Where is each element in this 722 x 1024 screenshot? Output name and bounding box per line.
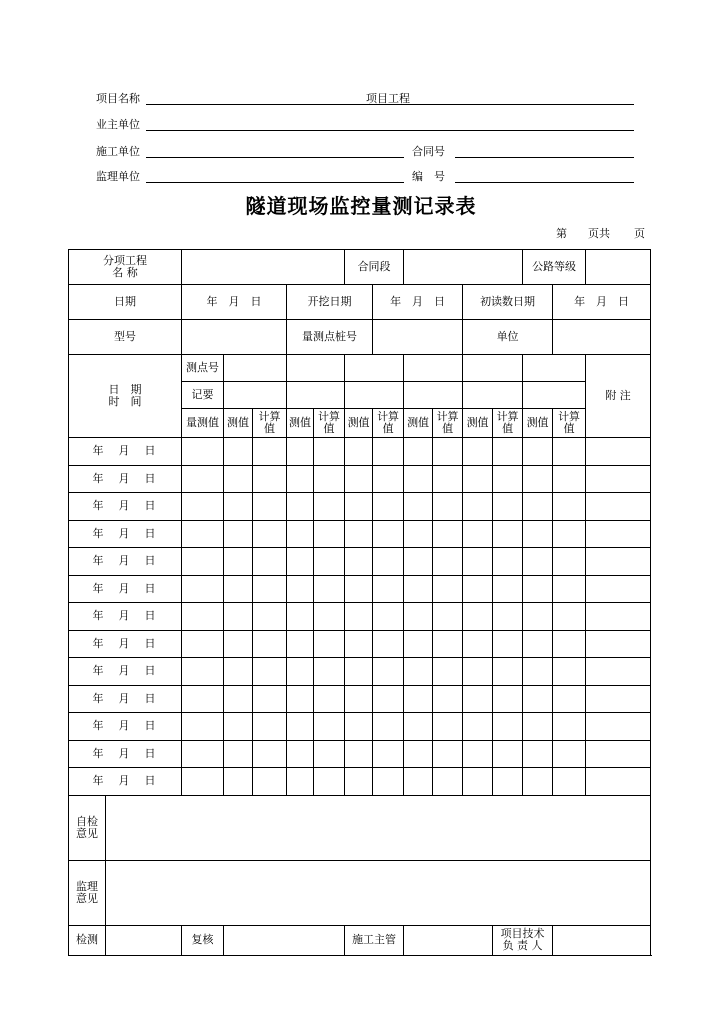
row-cell[interactable]	[553, 493, 586, 521]
row-date[interactable]: 年 月 日	[69, 548, 182, 576]
row-cell[interactable]	[433, 575, 463, 603]
row-cell[interactable]	[224, 520, 253, 548]
row-date[interactable]: 年 月 日	[69, 740, 182, 768]
station-value[interactable]	[373, 320, 463, 355]
row-cell[interactable]	[345, 685, 373, 713]
row-cell[interactable]	[314, 520, 345, 548]
row-cell[interactable]	[463, 630, 493, 658]
row-cell[interactable]	[523, 658, 553, 686]
row-cell[interactable]	[493, 493, 523, 521]
contract-no-label: 合同号	[412, 145, 445, 158]
row-cell[interactable]	[345, 520, 373, 548]
row-cell[interactable]	[224, 630, 253, 658]
row-cell[interactable]	[463, 768, 493, 796]
row-cell[interactable]	[345, 438, 373, 466]
table-row	[69, 465, 651, 493]
row-cell[interactable]	[373, 603, 404, 631]
project-name-value: 项目工程	[366, 92, 410, 105]
row-cell[interactable]	[253, 603, 287, 631]
point-no-2[interactable]	[287, 355, 345, 382]
serial-no-underline	[455, 182, 634, 183]
row-cell[interactable]	[345, 658, 373, 686]
date-label: 日期	[69, 285, 182, 320]
row-cell[interactable]	[553, 575, 586, 603]
row-cell[interactable]	[493, 768, 523, 796]
row-cell[interactable]	[345, 548, 373, 576]
row-cell[interactable]	[224, 493, 253, 521]
row-cell[interactable]	[182, 575, 224, 603]
self-check-label: 自检 意见	[69, 795, 106, 860]
col-measured-1: 量测值	[182, 409, 224, 438]
row-cell[interactable]	[253, 520, 287, 548]
sub-project-label: 分项工程 名 称	[69, 250, 182, 285]
row-cell[interactable]	[493, 520, 523, 548]
note-2[interactable]	[287, 382, 345, 409]
row-cell[interactable]	[523, 438, 553, 466]
row-cell[interactable]	[523, 630, 553, 658]
project-name-label: 项目名称	[96, 92, 140, 105]
row-cell[interactable]	[493, 603, 523, 631]
row-date[interactable]: 年 月 日	[69, 713, 182, 741]
row-cell[interactable]	[493, 438, 523, 466]
row-cell[interactable]	[404, 493, 433, 521]
table-row	[69, 685, 651, 713]
row-cell[interactable]	[433, 713, 463, 741]
row-cell[interactable]	[287, 685, 314, 713]
inspection-value[interactable]	[106, 925, 182, 955]
col-calc-1: 计算 值	[253, 409, 287, 438]
row-cell[interactable]	[433, 603, 463, 631]
row-cell[interactable]	[523, 575, 553, 603]
row-cell[interactable]	[433, 685, 463, 713]
row-cell[interactable]	[253, 740, 287, 768]
row-cell[interactable]	[314, 658, 345, 686]
supervision-label: 监理 意见	[69, 860, 106, 925]
row-cell[interactable]	[523, 740, 553, 768]
station-label: 量测点桩号	[287, 320, 373, 355]
row-cell[interactable]	[433, 548, 463, 576]
row-cell[interactable]	[493, 630, 523, 658]
row-cell[interactable]	[373, 465, 404, 493]
note-1[interactable]	[224, 382, 287, 409]
note-4[interactable]	[404, 382, 463, 409]
row-cell[interactable]	[553, 630, 586, 658]
road-grade-value[interactable]	[586, 250, 651, 285]
row-cell[interactable]	[373, 520, 404, 548]
row-cell[interactable]	[314, 465, 345, 493]
row-date[interactable]: 年 月 日	[69, 685, 182, 713]
row-cell[interactable]	[553, 465, 586, 493]
row-cell[interactable]	[287, 520, 314, 548]
review-value[interactable]	[224, 925, 345, 955]
row-date[interactable]: 年 月 日	[69, 520, 182, 548]
row-cell[interactable]	[553, 713, 586, 741]
row-cell[interactable]	[224, 465, 253, 493]
row-cell[interactable]	[224, 438, 253, 466]
tech-head-label: 项目技术 负 责 人	[493, 925, 553, 955]
table-row	[69, 438, 651, 466]
row-cell[interactable]	[433, 465, 463, 493]
row-cell[interactable]	[373, 630, 404, 658]
row-cell[interactable]	[373, 685, 404, 713]
row-cell[interactable]	[373, 548, 404, 576]
row-cell[interactable]	[287, 493, 314, 521]
row-cell[interactable]	[586, 630, 651, 658]
col-measured-2: 测值	[224, 409, 253, 438]
col-calc-6: 计算 值	[553, 409, 586, 438]
row-cell[interactable]	[287, 438, 314, 466]
table-row	[69, 713, 651, 741]
row-cell[interactable]	[404, 520, 433, 548]
row-cell[interactable]	[493, 740, 523, 768]
table-row	[69, 658, 651, 686]
row-cell[interactable]	[523, 493, 553, 521]
row-cell[interactable]	[182, 520, 224, 548]
row-cell[interactable]	[253, 658, 287, 686]
row-cell[interactable]	[253, 493, 287, 521]
point-no-1[interactable]	[224, 355, 287, 382]
row-cell[interactable]	[463, 740, 493, 768]
row-cell[interactable]	[224, 603, 253, 631]
col-measured-3: 测值	[287, 409, 314, 438]
contract-no-underline	[455, 157, 634, 158]
row-cell[interactable]	[253, 575, 287, 603]
road-grade-label: 公路等级	[523, 250, 586, 285]
row-cell[interactable]	[345, 740, 373, 768]
row-cell[interactable]	[463, 685, 493, 713]
row-cell[interactable]	[182, 465, 224, 493]
row-cell[interactable]	[373, 575, 404, 603]
row-cell[interactable]	[287, 713, 314, 741]
row-cell[interactable]	[287, 575, 314, 603]
row-cell[interactable]	[404, 740, 433, 768]
row-cell[interactable]	[433, 438, 463, 466]
row-cell[interactable]	[314, 548, 345, 576]
row-cell[interactable]	[404, 438, 433, 466]
row-cell[interactable]	[253, 548, 287, 576]
row-cell[interactable]	[224, 713, 253, 741]
row-cell[interactable]	[433, 520, 463, 548]
row-cell[interactable]	[404, 658, 433, 686]
row-cell[interactable]	[373, 438, 404, 466]
row-cell[interactable]	[345, 575, 373, 603]
row-cell[interactable]	[253, 768, 287, 796]
row-cell[interactable]	[433, 630, 463, 658]
row-cell[interactable]	[463, 575, 493, 603]
table-row	[69, 768, 651, 796]
table-row	[69, 603, 651, 631]
review-label: 复核	[182, 925, 224, 955]
row-cell[interactable]	[523, 713, 553, 741]
initial-reading-date-label: 初读数日期	[463, 285, 553, 320]
row-cell[interactable]	[433, 768, 463, 796]
excavation-date-label: 开挖日期	[287, 285, 373, 320]
row-cell[interactable]	[433, 658, 463, 686]
unit-label: 单位	[463, 320, 553, 355]
row-cell[interactable]	[224, 740, 253, 768]
row-cell[interactable]	[493, 548, 523, 576]
row-cell[interactable]	[553, 438, 586, 466]
row-cell[interactable]	[373, 658, 404, 686]
serial-no-label: 编 号	[412, 170, 445, 183]
page-no-yegong: 页共	[588, 227, 610, 240]
row-cell[interactable]	[586, 603, 651, 631]
row-cell[interactable]	[224, 658, 253, 686]
model-label: 型号	[69, 320, 182, 355]
point-no-label: 测点号	[182, 355, 224, 382]
note-5[interactable]	[463, 382, 523, 409]
row-date[interactable]: 年 月 日	[69, 465, 182, 493]
row-cell[interactable]	[463, 520, 493, 548]
row-date[interactable]: 年 月 日	[69, 630, 182, 658]
row-cell[interactable]	[182, 685, 224, 713]
row-cell[interactable]	[345, 713, 373, 741]
row-date[interactable]: 年 月 日	[69, 603, 182, 631]
row-cell[interactable]	[493, 575, 523, 603]
row-cell[interactable]	[463, 493, 493, 521]
row-cell[interactable]	[463, 465, 493, 493]
row-cell[interactable]	[314, 630, 345, 658]
row-cell[interactable]	[433, 740, 463, 768]
col-calc-5: 计算 值	[493, 409, 523, 438]
row-cell[interactable]	[314, 713, 345, 741]
row-cell[interactable]	[493, 685, 523, 713]
note-6[interactable]	[523, 382, 586, 409]
row-cell[interactable]	[314, 603, 345, 631]
record-table	[68, 249, 651, 956]
row-cell[interactable]	[523, 465, 553, 493]
row-cell[interactable]	[345, 493, 373, 521]
row-cell[interactable]	[345, 768, 373, 796]
row-cell[interactable]	[586, 548, 651, 576]
row-cell[interactable]	[586, 493, 651, 521]
row-cell[interactable]	[253, 630, 287, 658]
row-cell[interactable]	[463, 548, 493, 576]
row-date[interactable]: 年 月 日	[69, 493, 182, 521]
row-cell[interactable]	[182, 658, 224, 686]
note-label: 记要	[182, 382, 224, 409]
col-measured-4: 测值	[345, 409, 373, 438]
row-cell[interactable]	[287, 768, 314, 796]
row-date[interactable]: 年 月 日	[69, 575, 182, 603]
row-cell[interactable]	[224, 548, 253, 576]
owner-underline	[146, 130, 634, 131]
row-cell[interactable]	[314, 740, 345, 768]
contractor-label: 施工单位	[96, 145, 140, 158]
row-date[interactable]: 年 月 日	[69, 658, 182, 686]
initial-reading-date-value[interactable]: 年 月 日	[553, 285, 651, 320]
row-cell[interactable]	[224, 685, 253, 713]
excavation-date-value[interactable]: 年 月 日	[373, 285, 463, 320]
tech-head-value[interactable]	[553, 925, 651, 955]
self-check-value[interactable]	[106, 795, 651, 860]
row-cell[interactable]	[253, 713, 287, 741]
row-cell[interactable]	[586, 740, 651, 768]
row-cell[interactable]	[404, 603, 433, 631]
col-calc-2: 计算 值	[314, 409, 345, 438]
date-value[interactable]: 年 月 日	[182, 285, 287, 320]
datetime-label: 日 期 时 间	[69, 355, 182, 438]
row-cell[interactable]	[463, 713, 493, 741]
row-cell[interactable]	[586, 575, 651, 603]
model-value[interactable]	[182, 320, 287, 355]
row-cell[interactable]	[586, 465, 651, 493]
row-cell[interactable]	[463, 658, 493, 686]
page-no-di: 第	[556, 227, 567, 240]
row-cell[interactable]	[404, 548, 433, 576]
row-cell[interactable]	[404, 768, 433, 796]
inspection-label: 检测	[69, 925, 106, 955]
row-cell[interactable]	[253, 465, 287, 493]
row-cell[interactable]	[493, 713, 523, 741]
row-cell[interactable]	[182, 713, 224, 741]
supervisor-underline	[146, 182, 404, 183]
row-cell[interactable]	[182, 740, 224, 768]
row-cell[interactable]	[224, 575, 253, 603]
row-cell[interactable]	[404, 713, 433, 741]
construction-chief-value[interactable]	[404, 925, 493, 955]
row-cell[interactable]	[314, 685, 345, 713]
row-cell[interactable]	[404, 575, 433, 603]
construction-chief-label: 施工主管	[345, 925, 404, 955]
row-cell[interactable]	[224, 768, 253, 796]
col-calc-4: 计算 值	[433, 409, 463, 438]
col-measured-6: 测值	[463, 409, 493, 438]
row-cell[interactable]	[345, 630, 373, 658]
page-no-ye: 页	[634, 227, 645, 240]
table-row	[69, 575, 651, 603]
row-cell[interactable]	[253, 438, 287, 466]
row-date[interactable]: 年 月 日	[69, 768, 182, 796]
row-cell[interactable]	[314, 493, 345, 521]
remark-label: 附 注	[586, 355, 651, 438]
contract-section-label: 合同段	[345, 250, 404, 285]
row-cell[interactable]	[253, 685, 287, 713]
row-cell[interactable]	[523, 520, 553, 548]
table-row	[69, 740, 651, 768]
row-date[interactable]: 年 月 日	[69, 438, 182, 466]
row-cell[interactable]	[287, 658, 314, 686]
contractor-underline	[146, 157, 404, 158]
row-cell[interactable]	[373, 768, 404, 796]
sub-project-value[interactable]	[182, 250, 345, 285]
row-cell[interactable]	[586, 713, 651, 741]
supervisor-label: 监理单位	[96, 170, 140, 183]
row-cell[interactable]	[314, 768, 345, 796]
page-title: 隧道现场监控量测记录表	[245, 194, 477, 218]
row-cell[interactable]	[493, 465, 523, 493]
row-cell[interactable]	[586, 520, 651, 548]
note-3[interactable]	[345, 382, 404, 409]
point-no-4[interactable]	[404, 355, 463, 382]
owner-label: 业主单位	[96, 118, 140, 131]
row-cell[interactable]	[553, 768, 586, 796]
row-cell[interactable]	[287, 465, 314, 493]
col-measured-5: 测值	[404, 409, 433, 438]
row-cell[interactable]	[345, 465, 373, 493]
table-row	[69, 548, 651, 576]
row-cell[interactable]	[523, 685, 553, 713]
row-cell[interactable]	[373, 740, 404, 768]
table-row	[69, 520, 651, 548]
row-cell[interactable]	[523, 603, 553, 631]
row-cell[interactable]	[373, 493, 404, 521]
row-cell[interactable]	[314, 438, 345, 466]
row-cell[interactable]	[182, 603, 224, 631]
row-cell[interactable]	[553, 603, 586, 631]
row-cell[interactable]	[345, 603, 373, 631]
row-cell[interactable]	[287, 740, 314, 768]
row-cell[interactable]	[433, 493, 463, 521]
row-cell[interactable]	[182, 493, 224, 521]
row-cell[interactable]	[493, 658, 523, 686]
contract-section-value[interactable]	[404, 250, 523, 285]
row-cell[interactable]	[314, 575, 345, 603]
table-row	[69, 493, 651, 521]
row-cell[interactable]	[182, 630, 224, 658]
row-cell[interactable]	[182, 548, 224, 576]
row-cell[interactable]	[586, 438, 651, 466]
row-cell[interactable]	[287, 548, 314, 576]
supervision-value[interactable]	[106, 860, 651, 925]
row-cell[interactable]	[586, 768, 651, 796]
col-measured-7: 测值	[523, 409, 553, 438]
row-cell[interactable]	[287, 630, 314, 658]
row-cell[interactable]	[463, 603, 493, 631]
row-cell[interactable]	[463, 438, 493, 466]
row-cell[interactable]	[553, 658, 586, 686]
row-cell[interactable]	[553, 685, 586, 713]
row-cell[interactable]	[287, 603, 314, 631]
row-cell[interactable]	[586, 658, 651, 686]
col-calc-3: 计算 值	[373, 409, 404, 438]
row-cell[interactable]	[586, 685, 651, 713]
point-no-5[interactable]	[463, 355, 523, 382]
row-cell[interactable]	[182, 768, 224, 796]
row-cell[interactable]	[523, 548, 553, 576]
row-cell[interactable]	[373, 713, 404, 741]
row-cell[interactable]	[553, 548, 586, 576]
row-cell[interactable]	[182, 438, 224, 466]
row-cell[interactable]	[404, 630, 433, 658]
row-cell[interactable]	[553, 520, 586, 548]
point-no-3[interactable]	[345, 355, 404, 382]
table-row	[69, 630, 651, 658]
unit-value[interactable]	[553, 320, 651, 355]
row-cell[interactable]	[404, 685, 433, 713]
row-cell[interactable]	[553, 740, 586, 768]
point-no-6[interactable]	[523, 355, 586, 382]
row-cell[interactable]	[404, 465, 433, 493]
row-cell[interactable]	[523, 768, 553, 796]
